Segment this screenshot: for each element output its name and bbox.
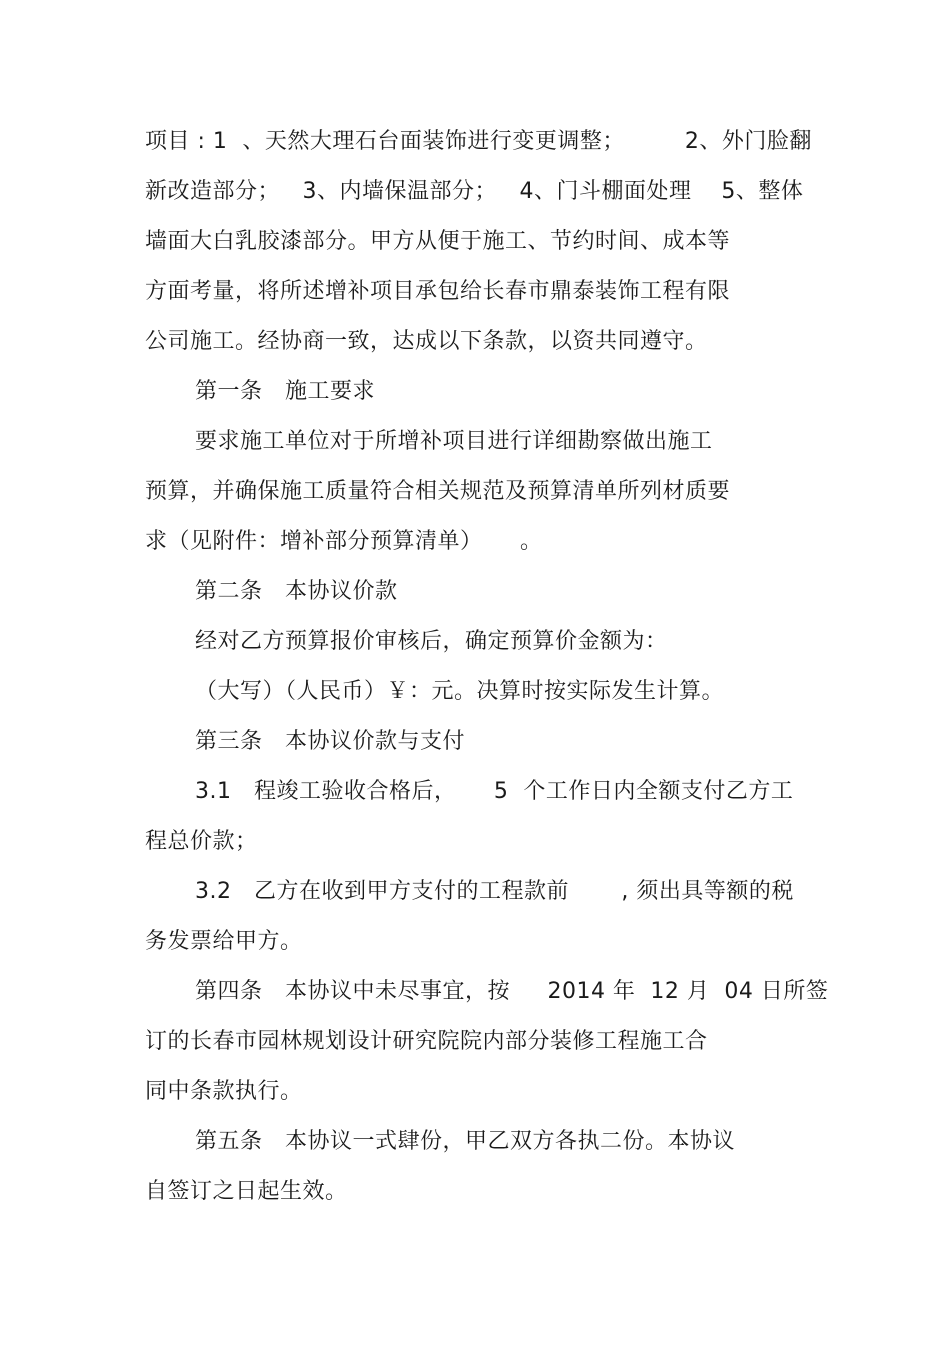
paragraph-line: 程总价款；	[145, 829, 258, 854]
paragraph-line: （大写）（人民币）￥：元。决算时按实际发生计算。	[195, 679, 725, 704]
paragraph-line: 预算，并确保施工质量符合相关规范及预算清单所列材质要	[145, 479, 731, 504]
paragraph-line: 求（见附件：增补部分预算清单） 。	[145, 529, 543, 554]
article-heading: 第三条 本协议价款与支付	[195, 729, 465, 754]
paragraph-line: 订的长春市园林规划设计研究院院内部分装修工程施工合	[145, 1029, 708, 1054]
paragraph-line: 要求施工单位对于所增补项目进行详细勘察做出施工	[195, 429, 713, 454]
article-heading: 第二条 本协议价款	[195, 579, 398, 604]
paragraph-line: 务发票给甲方。	[145, 929, 303, 954]
paragraph-line: 墙面大白乳胶漆部分。甲方从便于施工、节约时间、成本等	[145, 229, 731, 254]
paragraph-line: 经对乙方预算报价审核后，确定预算价金额为：	[195, 629, 668, 654]
paragraph-line: 新改造部分； 3、内墙保温部分； 4、门斗棚面处理 5、整体	[145, 179, 804, 204]
article-heading: 第五条 本协议一式肆份，甲乙双方各执二份。本协议	[195, 1129, 735, 1154]
paragraph-line: 3.1 程竣工验收合格后， 5 个工作日内全额支付乙方工	[195, 779, 794, 804]
paragraph-line: 同中条款执行。	[145, 1079, 303, 1104]
paragraph-line: 公司施工。经协商一致，达成以下条款，以资共同遵守。	[145, 329, 708, 354]
paragraph-line: 3.2 乙方在收到甲方支付的工程款前 , 须出具等额的税	[195, 879, 794, 904]
article-heading: 第一条 施工要求	[195, 379, 375, 404]
paragraph-line: 项目 : 1 、天然大理石台面装饰进行变更调整； 2、外门脸翻	[145, 129, 812, 154]
paragraph-line: 方面考量，将所述增补项目承包给长春市鼎泰装饰工程有限	[145, 279, 731, 304]
paragraph-line: 自签订之日起生效。	[145, 1179, 348, 1204]
article-heading: 第四条 本协议中未尽事宜，按 2014 年 12 月 04 日所签	[195, 979, 829, 1004]
